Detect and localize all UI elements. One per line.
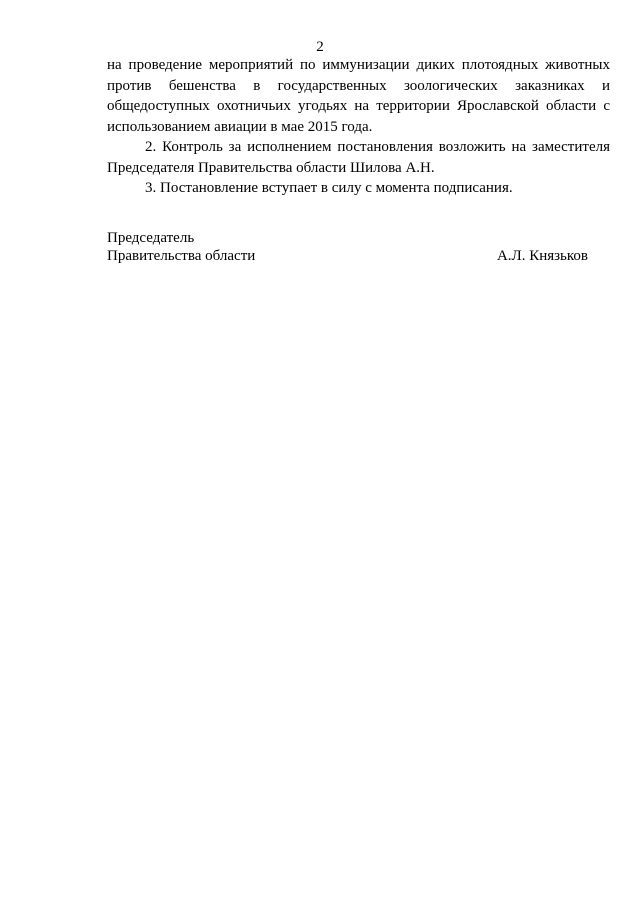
signatory-position-line-1: Председатель [107,230,195,246]
paragraph-effective-clause: 3. Постановление вступает в силу с момента подписания. [145,180,513,196]
paragraph-control-clause: 2. Контроль за исполнением постановления возложить на заместителя Председателя Правительства области Шилова А.Н. [107,139,610,176]
signatory-position-line-2: Правительства области [107,248,256,264]
page-number: 2 [316,39,324,55]
paragraph-continuation: на проведение мероприятий по иммунизации диких плотоядных животных против бешенства в государственных зоологических заказниках и общедоступных охотничьих угодьях на территории Ярославской области с использованием авиации в мае 2015 года. [107,57,610,135]
signatory-name: А.Л. Князьков [496,248,588,264]
signature-row [107,247,588,265]
signature-block [107,229,588,265]
document-body [107,55,610,199]
